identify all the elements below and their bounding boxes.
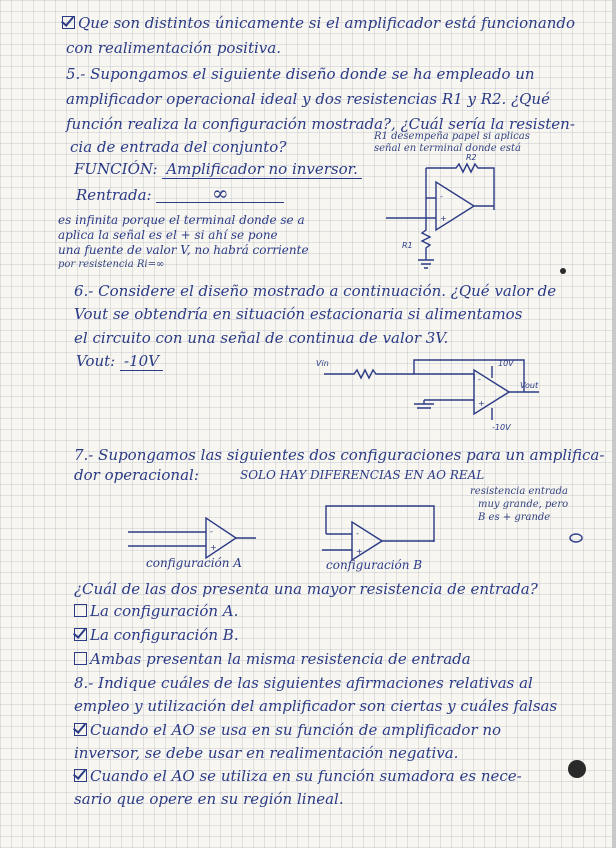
q8-question-line-1: 8.- Indique cuáles de las siguientes afirmaciones relativas al xyxy=(74,674,533,692)
vout-answer: -10V xyxy=(120,352,163,371)
q5-question-line-3: función realiza la configuración mostrada?, ¿Cuál sería la resisten- xyxy=(66,115,575,133)
q7-question-line-1: 7.- Supongamos las siguientes dos configuraciones para un amplifica- xyxy=(74,446,605,464)
funcion-answer: Amplificador no inversor. xyxy=(162,160,362,179)
q5-side-note-2: señal en terminal donde está xyxy=(374,143,521,154)
q8-option-1-text: Cuando el AO se usa en su función de amplificador no xyxy=(90,721,502,739)
q5-explanation-1: es infinita porque el terminal donde se a xyxy=(58,213,305,227)
svg-text:-: - xyxy=(356,529,359,538)
q7-option-b-text: La configuración B. xyxy=(90,626,239,644)
configuration-b-diagram xyxy=(316,498,446,562)
vin-label: Vin xyxy=(316,359,329,368)
q7-option-b[interactable] xyxy=(74,626,239,644)
q7-option-a[interactable] xyxy=(74,602,238,620)
configuration-a-label: configuración A xyxy=(146,556,242,570)
q6-question-line-2: Vout se obtendría en situación estacionaria si alimentamos xyxy=(74,305,523,323)
q7-solo-note: SOLO HAY DIFERENCIAS EN AO REAL xyxy=(240,468,485,482)
q5-side-note-1: R1 desempeña papel si aplicas xyxy=(374,131,530,142)
q8-option-1-line-2: inversor, se debe usar en realimentación negativa. xyxy=(74,744,459,762)
svg-text:+: + xyxy=(478,399,485,408)
q5-rentrada-row xyxy=(76,181,284,205)
scribble-mark xyxy=(568,532,584,544)
q5-question-line-4: cia de entrada del conjunto? xyxy=(70,138,287,156)
checkbox-checked[interactable] xyxy=(62,16,75,29)
q5-explanation-4: por resistencia Ri=∞ xyxy=(58,259,165,270)
r2-label: R2 xyxy=(466,153,477,162)
q7-note-2: muy grande, pero xyxy=(478,499,569,510)
q5-question-line-2: amplificador operacional ideal y dos resistencias R1 y R2. ¿Qué xyxy=(66,90,550,108)
svg-text:-: - xyxy=(210,527,213,536)
page-edge xyxy=(612,0,616,848)
r1-label: R1 xyxy=(402,241,413,250)
checkbox-unchecked[interactable] xyxy=(74,604,87,617)
svg-text:+: + xyxy=(210,543,217,552)
q8-option-2-text: Cuando el AO se utiliza en su función sumadora es nece- xyxy=(90,767,522,785)
q7-note-1: resistencia entrada xyxy=(470,486,568,497)
q7-question-line-2: dor operacional: xyxy=(74,466,199,484)
negative-supply-label: -10V xyxy=(492,423,511,432)
configuration-b-label: configuración B xyxy=(326,558,423,572)
checkbox-unchecked[interactable] xyxy=(74,652,87,665)
checkbox-checked[interactable] xyxy=(74,769,87,782)
binder-hole xyxy=(568,760,586,778)
q7-sub-question: ¿Cuál de las dos presenta una mayor resistencia de entrada? xyxy=(74,580,538,598)
q5-question-line-1: 5.- Supongamos el siguiente diseño donde se ha empleado un xyxy=(66,65,535,83)
out-label: Vout xyxy=(520,381,539,390)
q5-funcion-row xyxy=(74,160,362,178)
rentrada-label: Rentrada: xyxy=(76,186,152,204)
q4-option-line-1[interactable] xyxy=(62,14,575,32)
configuration-a-diagram xyxy=(128,512,258,562)
svg-text:+: + xyxy=(356,547,363,556)
svg-text:-: - xyxy=(478,375,481,384)
svg-text:-: - xyxy=(440,192,443,201)
vout-label: Vout: xyxy=(76,352,116,370)
q7-option-c-text: Ambas presentan la misma resistencia de entrada xyxy=(90,650,471,668)
q7-option-a-text: La configuración A. xyxy=(90,602,239,620)
q8-question-line-2: empleo y utilización del amplificador son ciertas y cuáles falsas xyxy=(74,697,558,715)
q6-question-line-3: el circuito con una señal de continua de valor 3V. xyxy=(74,329,449,347)
svg-text:+: + xyxy=(440,214,447,223)
q6-comparator-circuit xyxy=(314,352,544,432)
q5-explanation-2: aplica la señal es el + si ahí se pone xyxy=(58,228,278,242)
checkbox-checked[interactable] xyxy=(74,723,87,736)
q5-noninverting-circuit xyxy=(376,150,516,275)
rentrada-answer: ∞ xyxy=(156,184,284,203)
funcion-label: FUNCIÓN: xyxy=(74,160,158,178)
positive-supply-label: 10V xyxy=(498,359,514,368)
q7-note-3: B es + grande xyxy=(478,512,551,523)
q5-explanation-3: una fuente de valor V, no habrá corriente xyxy=(58,243,309,257)
q8-option-2-line-2: sario que opere en su región lineal. xyxy=(74,790,344,808)
q4-option-line-2: con realimentación positiva. xyxy=(66,39,281,57)
q6-question-line-1: 6.- Considere el diseño mostrado a continuación. ¿Qué valor de xyxy=(74,282,557,300)
q6-vout-row xyxy=(76,352,163,370)
ink-dot xyxy=(560,268,566,274)
q4-option-text: Que son distintos únicamente si el amplificador está funcionando xyxy=(78,14,576,32)
checkbox-checked[interactable] xyxy=(74,628,87,641)
q8-option-1[interactable] xyxy=(74,721,501,739)
q8-option-2[interactable] xyxy=(74,767,522,785)
q7-option-c[interactable] xyxy=(74,650,471,668)
